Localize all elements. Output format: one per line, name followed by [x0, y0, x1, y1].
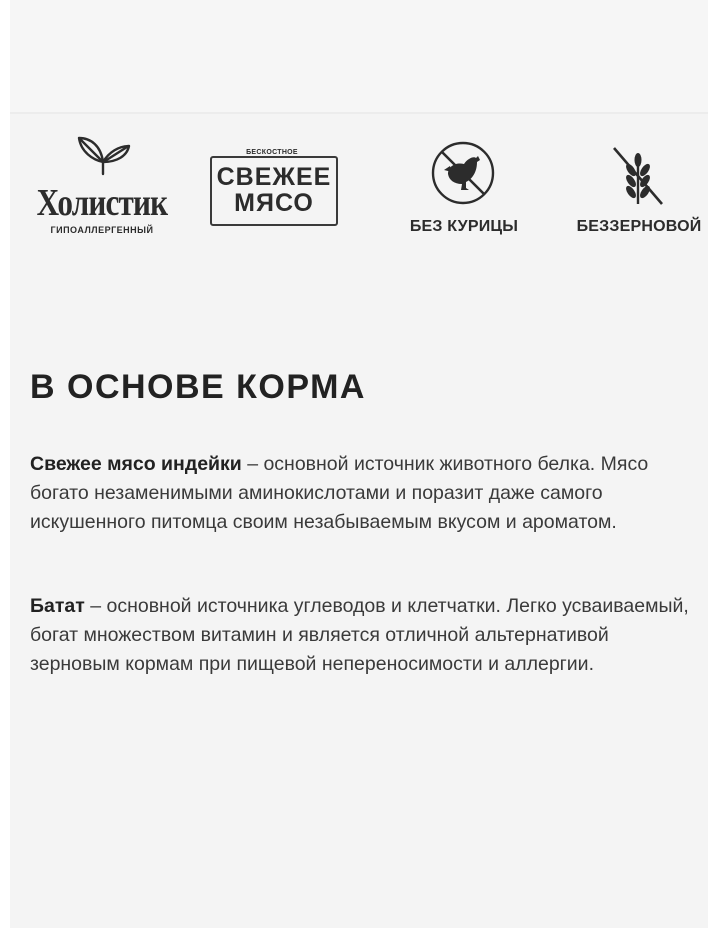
divider: [10, 112, 708, 114]
no-chicken-label: БЕЗ КУРИЦЫ: [409, 218, 519, 235]
page: [10, 0, 708, 928]
paragraph-text: – основной источника углеводов и клетчатки. Легко усваиваемый, богат множеством витамин и является отличной альтернативой зерновым кормам при пищевой непереносимости и аллергии.: [30, 595, 689, 675]
holistic-title: Холистик: [36, 182, 168, 224]
leaf-icon: [67, 132, 137, 176]
fresh-meat-line1: СВЕЖЕЕ: [216, 163, 332, 191]
fresh-meat-top-text: БЕСКОСТНОЕ: [234, 149, 310, 156]
fresh-meat-line2: МЯСО: [234, 189, 314, 217]
crossed-chicken-icon: [430, 140, 496, 206]
paragraph-turkey: [30, 450, 690, 537]
section-heading: В ОСНОВЕ КОРМА: [30, 368, 366, 406]
holistic-badge: [22, 132, 182, 235]
paragraph-term: Свежее мясо индейки: [30, 453, 242, 475]
paragraph-text: – основной источник животного белка. Мясо богато незаменимыми аминокислотами и поразит даже самого искушенного питомца своим незабываемым вкусом и ароматом.: [30, 453, 649, 533]
fresh-meat-badge: [210, 148, 338, 224]
holistic-subtitle: ГИПОАЛЛЕРГЕННЫЙ: [50, 225, 154, 235]
paragraph-sweet-potato: [30, 592, 690, 679]
crossed-wheat-icon: [608, 146, 668, 208]
top-band: [10, 0, 708, 112]
paragraph-term: Батат: [30, 595, 85, 617]
grain-free-label: БЕЗЗЕРНОВОЙ: [576, 218, 702, 235]
